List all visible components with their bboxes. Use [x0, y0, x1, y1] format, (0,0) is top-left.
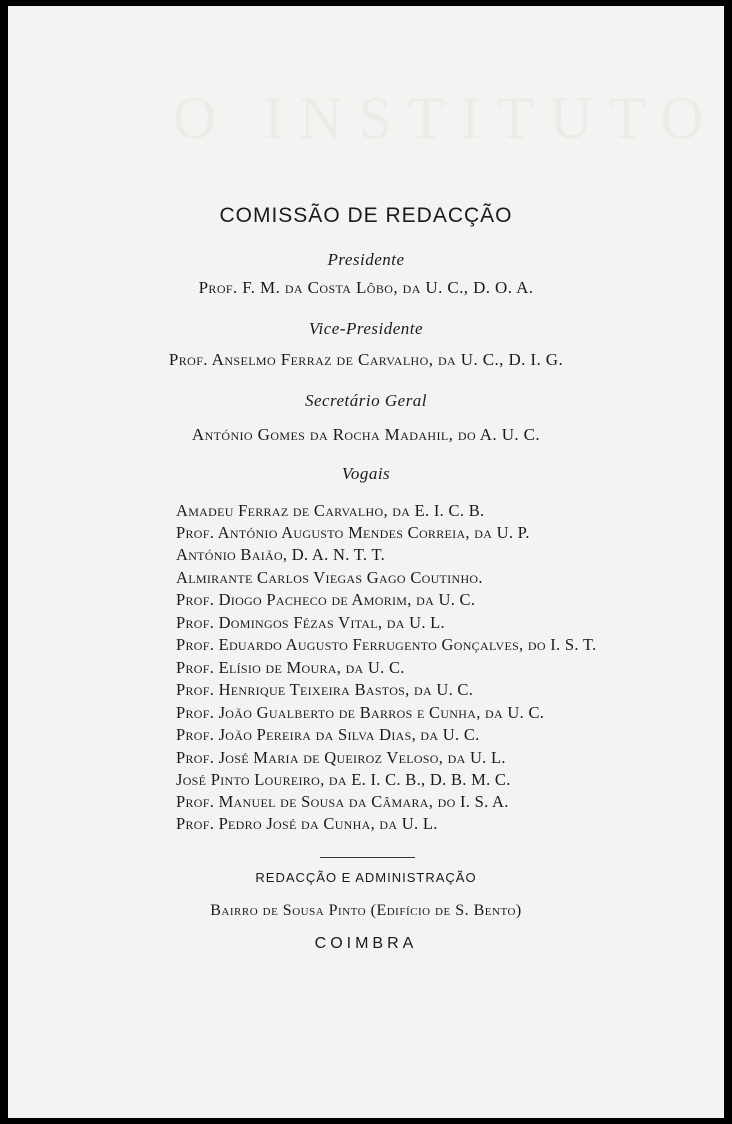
- show-through-watermark: O INSTITUTO: [173, 85, 720, 151]
- page-title: COMISSÃO DE REDACÇÃO: [219, 204, 513, 227]
- vogal-item: António Baião, D. A. N. T. T.: [176, 545, 386, 564]
- footer-city: COIMBRA: [314, 935, 418, 952]
- vogal-item: José Pinto Loureiro, da E. I. C. B., D. B. M. C.: [176, 770, 511, 789]
- role-secretary-name: António Gomes da Rocha Madahil, do A. U. C.: [191, 425, 541, 444]
- vogal-item: Prof. Elísio de Moura, da U. C.: [176, 658, 405, 677]
- vogal-item: Prof. Manuel de Sousa da Câmara, do I. S. A.: [176, 792, 509, 811]
- vogal-item: Prof. António Augusto Mendes Correia, da U. P.: [176, 523, 530, 542]
- vogal-item: Prof. Pedro José da Cunha, da U. L.: [176, 814, 438, 833]
- vogal-item: Prof. José Maria de Queiroz Veloso, da U. L.: [176, 748, 506, 767]
- role-vice-president-name: Prof. Anselmo Ferraz de Carvalho, da U. C., D. I. G.: [168, 350, 564, 369]
- role-vice-president-title: Vice-Presidente: [308, 319, 424, 338]
- vogal-item: Prof. João Gualberto de Barros e Cunha, da U. C.: [176, 703, 545, 722]
- vogal-item: Prof. Diogo Pacheco de Amorim, da U. C.: [176, 590, 476, 609]
- footer-address: Bairro de Sousa Pinto (Edifício de S. Bento): [210, 902, 522, 919]
- role-president-name: Prof. F. M. da Costa Lôbo, da U. C., D. O. A.: [198, 278, 534, 297]
- vogal-item: Prof. João Pereira da Silva Dias, da U. C.: [176, 725, 480, 744]
- vogal-item: Almirante Carlos Viegas Gago Coutinho.: [176, 568, 483, 587]
- footer-office-label: REDACÇÃO E ADMINISTRAÇÃO: [255, 870, 477, 885]
- section-divider: [320, 857, 415, 858]
- document-page: [8, 6, 724, 1118]
- vogal-item: Prof. Eduardo Augusto Ferrugento Gonçalves, do I. S. T.: [176, 635, 597, 654]
- vogal-item: Prof. Henrique Teixeira Bastos, da U. C.: [176, 680, 474, 699]
- vogal-item: Amadeu Ferraz de Carvalho, da E. I. C. B.: [176, 501, 485, 520]
- role-president-title: Presidente: [327, 250, 405, 269]
- vogais-title: Vogais: [341, 464, 391, 483]
- vogal-item: Prof. Domingos Fézas Vital, da U. L.: [176, 613, 445, 632]
- role-secretary-title: Secretário Geral: [304, 391, 428, 410]
